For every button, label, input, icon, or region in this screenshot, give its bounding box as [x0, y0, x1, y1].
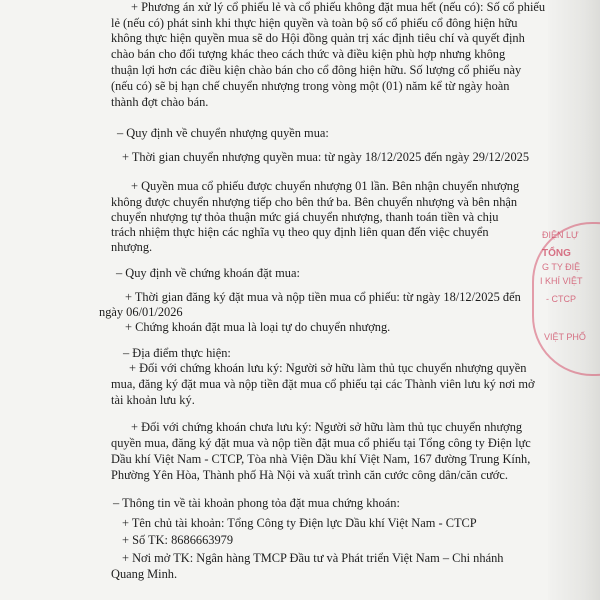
paragraph-line: thuận lợi hơn các điều kiện chào bán cho cổ đông hiện hữu. Số lượng cổ phiếu này [111, 63, 522, 77]
stamp-text: I KHÍ VIỆT [540, 276, 583, 286]
company-seal-stamp [532, 222, 600, 376]
section-heading-transfer: – Quy định về chuyển nhượng quyền mua: [117, 126, 329, 140]
paragraph-line: + Chứng khoán đặt mua là loại tự do chuyển nhượng. [125, 320, 391, 334]
paragraph-line: Phường Yên Hòa, Thành phố Hà Nội và xuất trình căn cước công dân/căn cước. [111, 468, 508, 482]
paragraph-line: trách nhiệm thực hiện các nghĩa vụ theo quy định liên quan đến việc chuyển [111, 225, 489, 239]
section-heading-securities: – Quy định về chứng khoán đặt mua: [116, 266, 300, 280]
section-heading-location: – Địa điểm thực hiện: [123, 346, 231, 360]
paragraph-line: tài khoản lưu ký. [111, 393, 195, 407]
paragraph-line: ngày 06/01/2026 [99, 305, 183, 319]
paragraph-line: + Phương án xử lý cổ phiếu lẻ và cổ phiếu không đặt mua hết (nếu có): Số cổ phiếu [131, 0, 546, 14]
stamp-text: TỔNG [542, 248, 571, 259]
paragraph-line: chào bán cho đối tượng khác theo cách thức và điều kiện phù hợp nhưng không [111, 47, 506, 61]
stamp-text: VIỆT PHỐ [544, 332, 586, 342]
stamp-text: ĐIỆN LỰ [542, 230, 579, 240]
paragraph-line: + Đối với chứng khoán chưa lưu ký: Người sở hữu làm thủ tục chuyển nhượng [131, 420, 523, 434]
paragraph-line: + Số TK: 8686663979 [122, 533, 234, 547]
paragraph-line: Dầu khí Việt Nam - CTCP, Tòa nhà Viện Dầu khí Việt Nam, 167 đường Trung Kính, [111, 452, 531, 466]
paragraph-line: + Thời gian chuyển nhượng quyền mua: từ ngày 18/12/2025 đến ngày 29/12/2025 [122, 150, 530, 164]
paragraph-line: + Nơi mở TK: Ngân hàng TMCP Đầu tư và Phát triển Việt Nam – Chi nhánh [122, 551, 504, 565]
paragraph-line: + Đối với chứng khoán lưu ký: Người sở hữu làm thủ tục chuyển nhượng quyền [129, 361, 527, 375]
paragraph-line: + Tên chủ tài khoản: Tổng Công ty Điện lực Dầu khí Việt Nam - CTCP [122, 516, 477, 530]
section-heading-account: – Thông tin về tài khoản phong tỏa đặt mua chứng khoán: [113, 496, 400, 510]
paragraph-line: (nếu có) sẽ bị hạn chế chuyển nhượng trong vòng một (01) năm kể từ ngày hoàn [111, 79, 510, 93]
paragraph-line: Quang Minh. [111, 567, 178, 581]
paragraph-line: + Thời gian đăng ký đặt mua và nộp tiền mua cổ phiếu: từ ngày 18/12/2025 đến [125, 290, 521, 304]
paragraph-line: không được chuyển nhượng tiếp cho bên thứ ba. Bên chuyển nhượng và bên nhận [111, 195, 518, 209]
paragraph-line: chuyển nhượng tự thỏa thuận mức giá chuyển nhượng, thanh toán tiền và chịu [111, 210, 499, 224]
paragraph-line: mua, đăng ký đặt mua và nộp tiền đặt mua cổ phiếu tại các Thành viên lưu ký nơi mở [111, 377, 535, 391]
paragraph-line: lẻ (nếu có) phát sinh khi thực hiện quyền và toàn bộ số cổ phiếu cổ đông hiện hữu [111, 16, 518, 30]
paragraph-line: không thực hiện quyền mua sẽ do Hội đồng quản trị xác định tiêu chí và quyết định [111, 31, 525, 45]
paragraph-line: quyền mua, đăng ký đặt mua và nộp tiền đặt mua cổ phiếu tại Tổng công ty Điện lực [111, 436, 531, 450]
stamp-text: G TY ĐIỆ [542, 262, 581, 272]
paragraph-line: + Quyền mua cổ phiếu được chuyển nhượng 01 lần. Bên nhận chuyển nhượng [131, 179, 520, 193]
stamp-text: - CTCP [546, 294, 576, 304]
paragraph-line: thành đợt chào bán. [111, 95, 209, 109]
paragraph-line: nhượng. [111, 240, 153, 254]
